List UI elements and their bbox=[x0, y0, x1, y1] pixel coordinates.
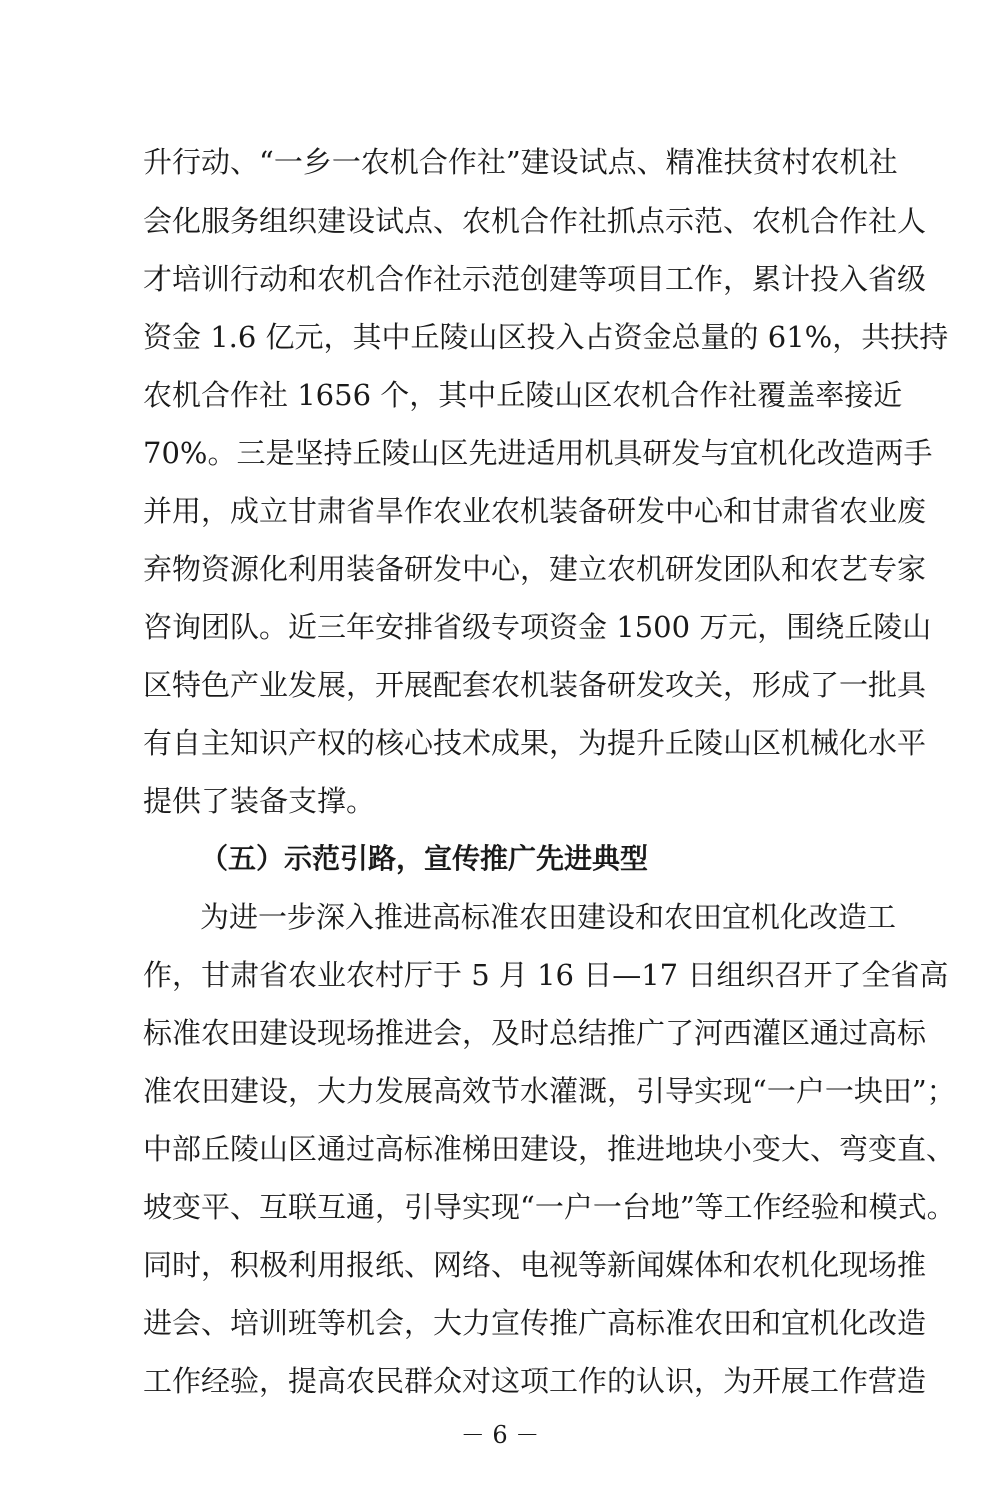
paragraph-line: 弃物资源化利用装备研发中心，建立农机研发团队和农艺专家 bbox=[143, 552, 927, 586]
paragraph-line: 提供了装备支撑。 bbox=[143, 784, 376, 818]
paragraph-line: 70%。三是坚持丘陵山区先进适用机具研发与宜机化改造两手 bbox=[143, 436, 933, 470]
paragraph-line: 资金 1.6 亿元，其中丘陵山区投入占资金总量的 61%，共扶持 bbox=[143, 320, 949, 354]
paragraph-line: 为进一步深入推进高标准农田建设和农田宜机化改造工 bbox=[200, 900, 897, 934]
page-number: － 6 － bbox=[460, 1421, 540, 1449]
paragraph-line: 中部丘陵山区通过高标准梯田建设，推进地块小变大、弯变直、 bbox=[143, 1132, 956, 1166]
paragraph-line: 有自主知识产权的核心技术成果，为提升丘陵山区机械化水平 bbox=[143, 726, 927, 760]
paragraph-line: 区特色产业发展，开展配套农机装备研发攻关，形成了一批具 bbox=[143, 668, 927, 702]
paragraph-line: 升行动、“一乡一农机合作社”建设试点、精准扶贫村农机社 bbox=[143, 145, 898, 179]
paragraph-line: 并用，成立甘肃省旱作农业农机装备研发中心和甘肃省农业废 bbox=[143, 494, 927, 528]
paragraph-line: 作，甘肃省农业农村厅于 5 月 16 日—17 日组织召开了全省高 bbox=[143, 958, 949, 992]
paragraph-line: 进会、培训班等机会，大力宣传推广高标准农田和宜机化改造 bbox=[143, 1306, 927, 1340]
paragraph-line: 坡变平、互联互通，引导实现“一户一台地”等工作经验和模式。 bbox=[143, 1190, 956, 1224]
paragraph-line: 准农田建设，大力发展高效节水灌溉，引导实现“一户一块田”； bbox=[143, 1074, 956, 1108]
paragraph-line: 农机合作社 1656 个，其中丘陵山区农机合作社覆盖率接近 bbox=[143, 378, 903, 412]
paragraph-line: 工作经验，提高农民群众对这项工作的认识，为开展工作营造 bbox=[143, 1364, 927, 1398]
paragraph-line: 同时，积极利用报纸、网络、电视等新闻媒体和农机化现场推 bbox=[143, 1248, 927, 1282]
paragraph-line: 咨询团队。近三年安排省级专项资金 1500 万元，围绕丘陵山 bbox=[143, 610, 932, 644]
section-heading: （五）示范引路，宣传推广先进典型 bbox=[200, 842, 649, 875]
paragraph-line: 标准农田建设现场推进会，及时总结推广了河西灌区通过高标 bbox=[143, 1016, 927, 1050]
paragraph-line: 才培训行动和农机合作社示范创建等项目工作，累计投入省级 bbox=[143, 262, 927, 296]
paragraph-line: 会化服务组织建设试点、农机合作社抓点示范、农机合作社人 bbox=[143, 204, 927, 238]
